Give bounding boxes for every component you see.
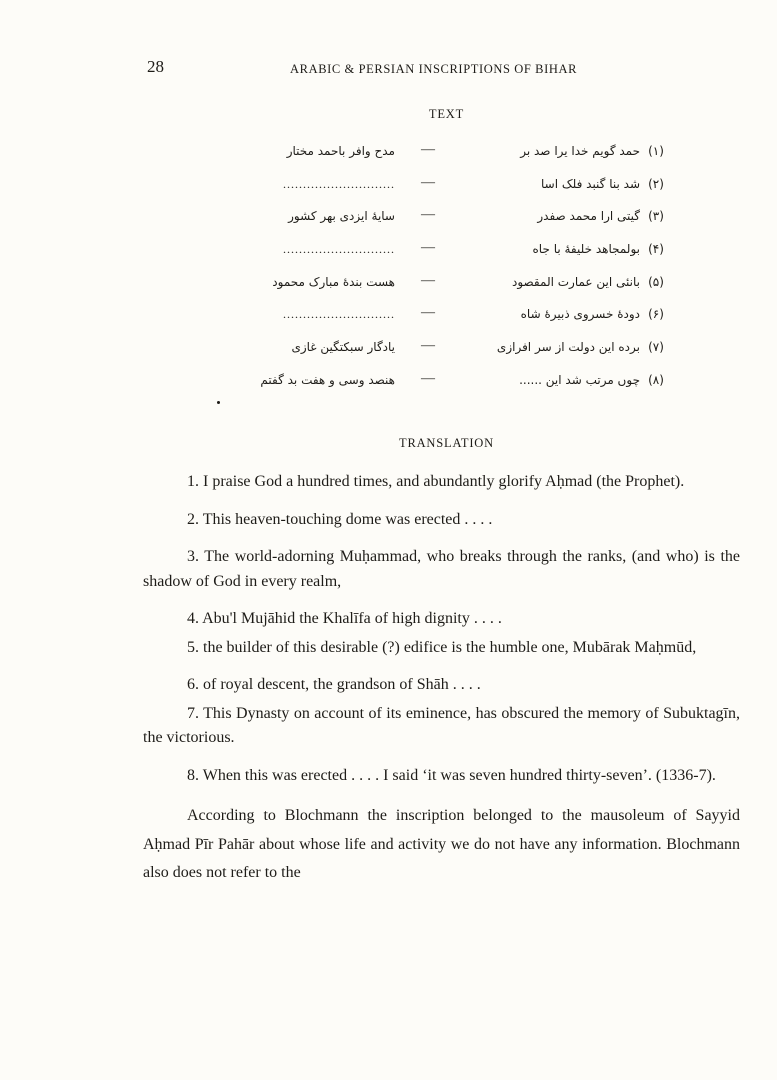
line-number: (۲) — [648, 176, 664, 191]
translation-item: 1. I praise God a hundred times, and abundantly glorify Aḥmad (the Prophet). — [187, 473, 685, 490]
first-hemistich: دودهٔ خسروی ذبیرهٔ شاه — [520, 307, 640, 322]
second-hemistich: یادگار سبکتگین غازی — [291, 340, 395, 355]
dash: — — [421, 272, 435, 288]
second-hemistich: ............................ — [283, 307, 395, 322]
line-number: (۵) — [648, 274, 664, 289]
first-hemistich: گیتی ارا محمد صفدر — [537, 209, 640, 224]
dash: — — [421, 338, 435, 354]
dash: — — [421, 142, 435, 157]
line-number: (۶) — [648, 307, 664, 322]
first-hemistich: حمد گویم خدا یرا صد بر — [520, 144, 640, 158]
inscription-row — [215, 365, 675, 398]
translation-item: 6. of royal descent, the grandson of Shāh . . . . — [187, 676, 481, 693]
page-number: 28 — [147, 57, 164, 76]
inscription-row — [215, 169, 675, 202]
translation-item: 4. Abu'l Mujāhid the Khalīfa of high dignity . . . . — [187, 610, 502, 627]
first-hemistich: چوں مرتب شد این ...... — [519, 372, 640, 387]
second-hemistich: ............................ — [283, 242, 395, 257]
line-number: (۴) — [648, 242, 664, 257]
inscription-row — [215, 299, 675, 332]
first-hemistich: بولمجاهد خلیفهٔ با جاه — [532, 242, 640, 257]
first-hemistich: برده این دولت از سر افرازی — [496, 340, 640, 355]
first-hemistich: بانئی این عمارت المقصود — [511, 274, 640, 289]
second-hemistich: ............................ — [283, 176, 395, 191]
translation-item: 7. This Dynasty on account of its eminence, has obscured the memory of Subuktagīn, the victorious. — [143, 704, 740, 746]
second-hemistich: سایهٔ ایزدی بهر کشور — [288, 209, 395, 224]
translation-heading: TRANSLATION — [399, 436, 494, 450]
commentary-paragraph: According to Blochmann the inscription belonged to the mausoleum of Sayyid Aḥmad Pīr Pahār about whose life and activity we do not have any information. Blochmann also does not refer to the — [143, 807, 740, 881]
translation-body — [143, 470, 740, 904]
inscription-row — [215, 201, 675, 234]
inscription-row — [215, 234, 675, 267]
inscription-row — [215, 332, 675, 365]
translation-item: 8. When this was erected . . . . I said ‘it was seven hundred thirty-seven’. (1336-7). — [187, 766, 716, 784]
line-number: (۳) — [648, 209, 664, 224]
line-number: (۸) — [648, 372, 664, 387]
translation-item: 5. the builder of this desirable (?) edifice is the humble one, Mubārak Maḥmūd, — [187, 638, 697, 656]
line-number: (۱) — [648, 144, 664, 158]
translation-item: 2. This heaven-touching dome was erected . . . . — [187, 510, 493, 528]
text-heading: TEXT — [428, 107, 465, 121]
second-hemistich: مدح وافر باحمد مختار — [286, 144, 395, 158]
arabic-inscription-table — [215, 136, 675, 398]
line-number: (۷) — [648, 340, 664, 355]
running-title: ARABIC & PERSIAN INSCRIPTIONS OF BIHAR — [290, 62, 578, 76]
dash: — — [421, 240, 435, 256]
inscription-row — [215, 136, 675, 169]
first-hemistich: شد بنا گنبد فلک اسا — [541, 176, 640, 191]
dash: — — [421, 207, 435, 223]
translation-item: 3. The world-adorning Muḥammad, who breaks through the ranks, (and who) is the shadow of God in every realm, — [143, 548, 740, 590]
inscription-row — [215, 267, 675, 300]
second-hemistich: هست بندهٔ مبارک محمود — [272, 274, 395, 289]
dash: — — [421, 370, 435, 386]
second-hemistich: هنصد وسی و هفت بد گفتم — [260, 372, 395, 387]
dash: — — [421, 305, 435, 321]
dash: — — [421, 174, 435, 190]
stray-dot — [217, 401, 220, 404]
